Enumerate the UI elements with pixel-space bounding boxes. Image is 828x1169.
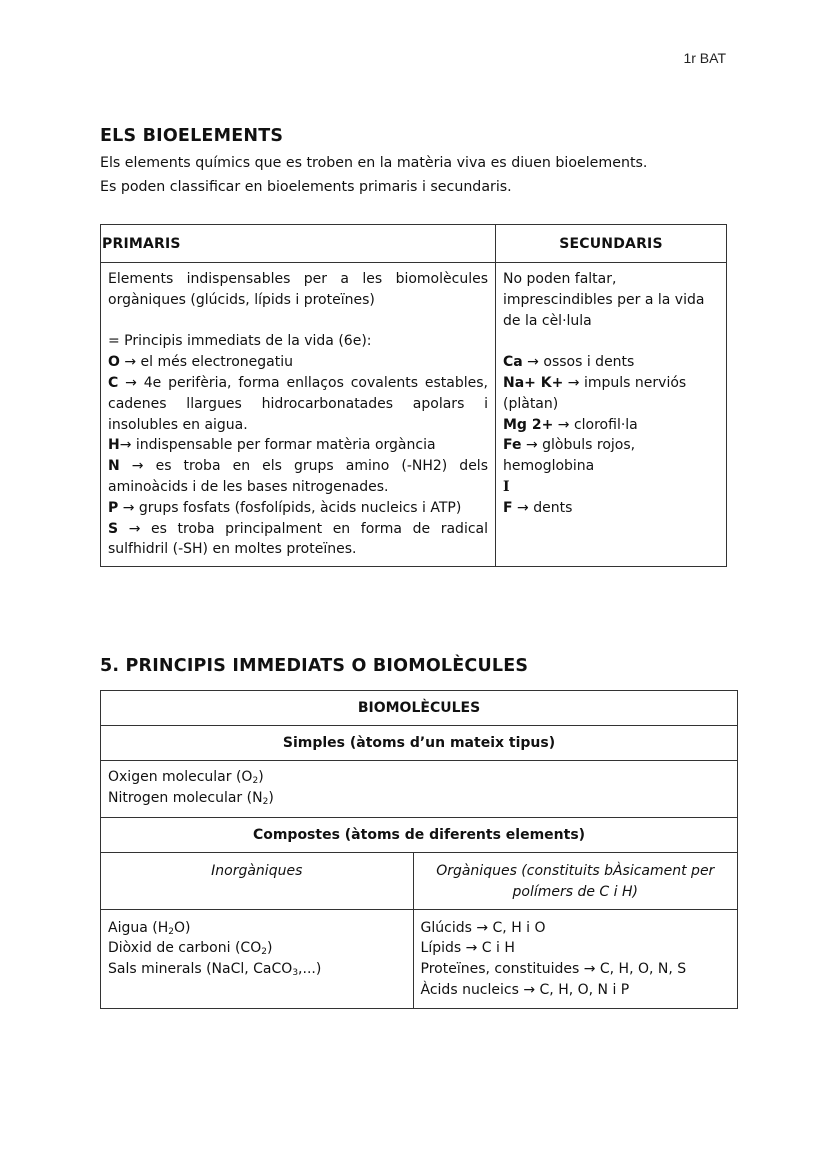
- simples-header-row: [101, 726, 738, 761]
- subheader-row: [101, 853, 738, 910]
- secundaris-cell: [496, 263, 727, 567]
- list-item: Nitrogen molecular $(N_2)$: [108, 789, 274, 807]
- list-item: Diòxid de carboni $(CO_2)$: [108, 940, 273, 958]
- element-item: S → es troba principalment en forma de radical sulfhidril (-SH) en moltes proteïnes.: [108, 520, 488, 558]
- element-item: Fe → glòbuls rojos, hemoglobina: [503, 437, 636, 475]
- table-row: [101, 263, 727, 567]
- simples-cell: [101, 761, 738, 818]
- course-label: 1r BAT: [683, 50, 726, 66]
- list-item: Oxigen molecular $(O_2)$: [108, 769, 264, 786]
- section-title-bioelements: ELS BIOELEMENTS: [100, 126, 284, 146]
- biomolecules-table: [100, 690, 738, 1009]
- list-item: Lípids → C i H: [420, 940, 515, 957]
- intro-line-1: Els elements químics que es troben en la matèria viva es diuen bioelements.: [100, 155, 648, 171]
- element-item: I: [503, 478, 510, 495]
- element-item: Ca → ossos i dents: [503, 354, 635, 371]
- bioelements-table: [100, 224, 727, 567]
- list-item: Glúcids → C, H i O: [420, 919, 546, 936]
- intro-line-2: Es poden classificar en bioelements primaris i secundaris.: [100, 179, 512, 195]
- element-item: F → dents: [503, 499, 573, 516]
- organiques-cell: [413, 909, 737, 1008]
- element-item: N → es troba en els grups amino (-NH2) dels aminoàcids i de les bases nitrogenades.: [108, 458, 488, 495]
- principis-intro: = Principis immediats de la vida (6e):: [108, 333, 372, 350]
- list-item: Aigua $(H_2O)$: [108, 919, 191, 937]
- header-compostes: Compostes (àtoms de diferents elements): [101, 818, 738, 853]
- element-item: P → grups fosfats (fosfolípids, àcids nucleics i ATP): [108, 499, 462, 516]
- table-header-row: [101, 225, 727, 263]
- header-simples: Simples (àtoms d’un mateix tipus): [101, 726, 738, 761]
- element-item: Mg 2+ → clorofil·la: [503, 416, 638, 433]
- intro-paragraph: [100, 151, 740, 199]
- element-item: Na+ K+ → impuls nerviós (plàtan): [503, 374, 687, 412]
- primaris-cell: [101, 263, 496, 567]
- element-item: H→ indispensable per formar matèria orgància: [108, 437, 436, 454]
- section-title-biomolecules: 5. PRINCIPIS IMMEDIATS O BIOMOLÈCULES: [100, 656, 529, 676]
- element-item: C → 4e perifèria, forma enllaços covalents estables, cadenes llargues hidrocarbonatades apolars i insolubles en aigua.: [108, 374, 488, 433]
- table-header-row: [101, 691, 738, 726]
- inorganiques-cell: [101, 909, 414, 1008]
- header-primaris: PRIMARIS: [101, 225, 496, 263]
- secundaris-description: No poden faltar, imprescindibles per a la vida de la cèl·lula: [503, 271, 705, 329]
- list-item: Sals minerals (NaCl, CaCO$_3$,...): [108, 961, 322, 979]
- header-secundaris: SECUNDARIS: [496, 225, 727, 263]
- compostes-header-row: [101, 818, 738, 853]
- simples-row: [101, 761, 738, 818]
- list-item: Proteïnes, constituides → C, H, O, N, S: [420, 961, 687, 978]
- primaris-description: Elements indispensables per a les biomolècules orgàniques (glúcids, lípids i proteïnes): [108, 271, 488, 308]
- header-inorganiques: Inorgàniques: [101, 853, 414, 910]
- list-item: Àcids nucleics → C, H, O, N i P: [420, 981, 630, 998]
- header-organiques: Orgàniques (constituits bÀsicament per polímers de C i H): [413, 853, 737, 910]
- element-item: O → el més electronegatiu: [108, 354, 294, 371]
- header-biomolecules: BIOMOLÈCULES: [101, 691, 738, 726]
- table-row: [101, 909, 738, 1008]
